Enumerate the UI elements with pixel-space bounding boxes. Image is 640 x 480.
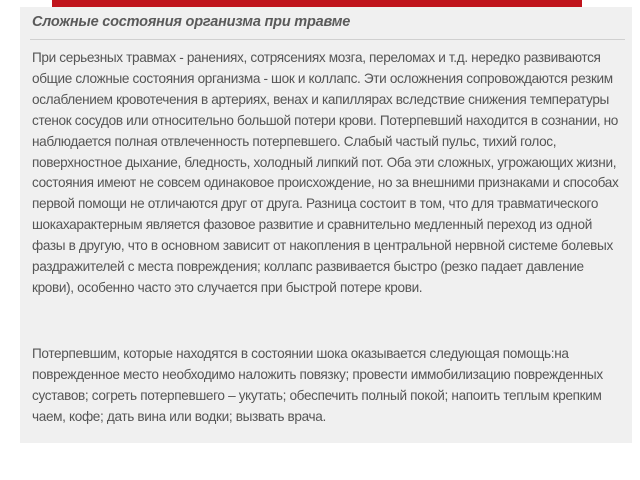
page-title: Сложные состояния организма при травме bbox=[32, 14, 351, 30]
paragraph-symptoms: При серьезных травмах - ранениях, сотрясениях мозга, переломах и т.д. нередко развиваются общие сложные состояния организма - шок и коллапс. Эти осложнения сопровождаются резким ослаблением кровотечения в артериях, венах и капиллярах вследствие снижения температуры стенок сосудов или относительно большой потери крови. Потерпевший находится в сознании, но наблюдается полная отвлеченность потерпевшего. Слабый частый пульс, тихий голос, поверхностное дыхание, бледность, холодный липкий пот. Оба эти сложных, угрожающих жизни, состояния имеют не совсем одинаковое происхождение, но за внешними признаками и способах первой помощи не отличаются друг от друга. Разница состоит в том, что для травматического шокахарактерным является фазовое развитие и сравнительно медленный переход из одной фазы в другую, что в основном зависит от накопления в центральной нервной системе болевых раздражителей с места повреждения; коллапс развивается быстро (резко падает давление крови), особенно часто это случается при быстрой потере крови. bbox=[32, 50, 619, 295]
top-accent-bar bbox=[52, 0, 582, 7]
paragraph-first-aid: Потерпевшим, которые находятся в состоянии шока оказывается следующая помощь:на поврежденное место необходимо наложить повязку; провести иммобилизацию поврежденных суставов; согреть потерпевшего – укутать; обеспечить полный покой; напоить теплым крепким чаем, кофе; дать вина или водки; вызвать врача. bbox=[32, 346, 603, 424]
title-divider bbox=[30, 39, 625, 40]
